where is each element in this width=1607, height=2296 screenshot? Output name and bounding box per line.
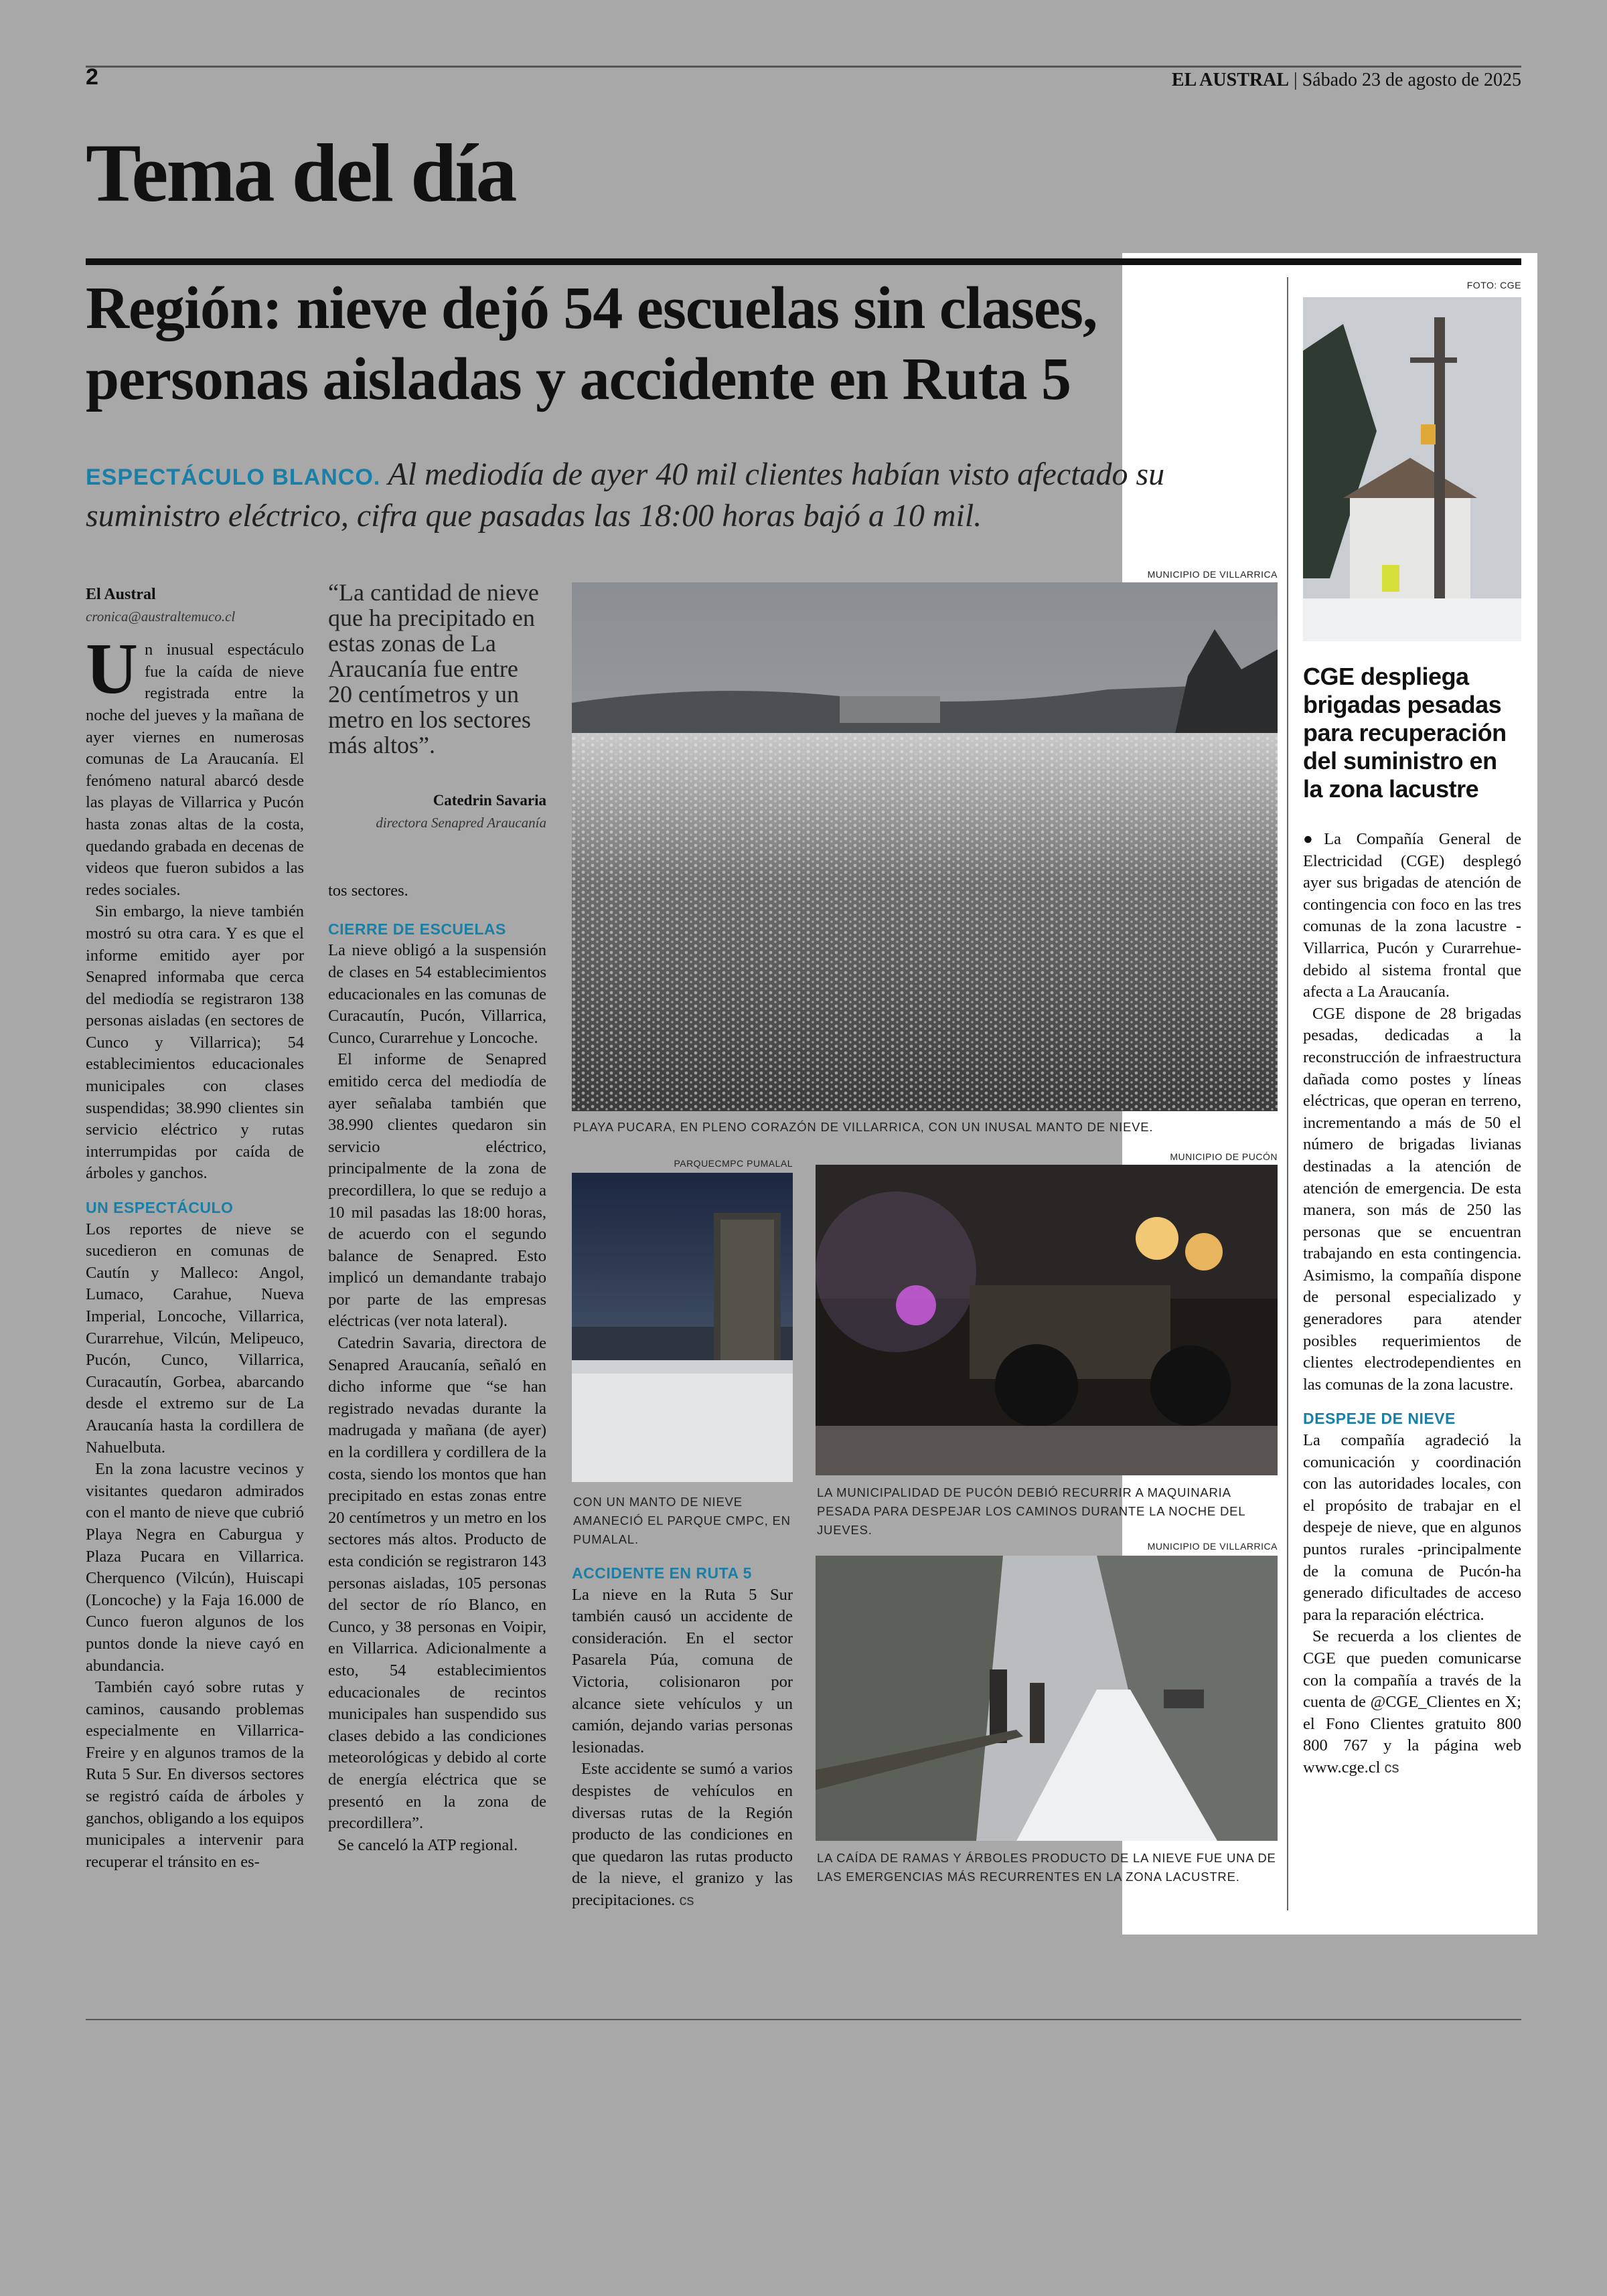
sidebar-title: CGE despliega brigadas pesadas para recuperación del suministro en la zona lacustre: [1303, 663, 1507, 803]
photo-credit: MUNICIPIO DE VILLARRICA: [1147, 1541, 1278, 1552]
photo-credit: FOTO: CGE: [1466, 280, 1521, 291]
drop-cap: U: [86, 629, 138, 710]
photo-parque-cmpc: [572, 1173, 793, 1482]
paragraph: Este accidente se sumó a varios despistes de vehículos en diversas rutas de la Región producto de las condiciones en que quedaron las rutas producto de la nieve, el granizo y las precipitaciones. cs: [572, 1760, 793, 1909]
paragraph: La nieve en la Ruta 5 Sur también causó un accidente de consideración. En el sector Pasarela Púa, comuna de Victoria, colisionaron por alcance siete vehículos y un camión, dejando varias personas lesionadas.: [572, 1585, 793, 1756]
paragraph: En la zona lacustre vecinos y visitantes quedaron admirados con el manto de nieve que cubrió Playa Negra en Caburgua y Plaza Pucara en Villarrica. Cherquenco (Vilcún), Huiscapi (Loncoche) y la Faja 16.000 de Cunco fueron algunos de los puntos donde la nieve cayó en abundancia.: [86, 1460, 304, 1675]
sidebar-divider: [1287, 277, 1288, 1910]
photo-cge-brigada: [1303, 297, 1521, 641]
paragraph: También cayó sobre rutas y caminos, causando problemas especialmente en Villarrica-Freire y en algunos tramos de la Ruta 5 Sur. En diversos sectores se registró caída de árboles y ganchos, obligando a los equipos municipales a intervenir para recuperar el tránsito en es-: [86, 1678, 304, 1871]
photo-credit: MUNICIPIO DE PUCÓN: [1170, 1151, 1278, 1162]
article-column-1: [86, 584, 304, 1873]
deck-text: Al mediodía de ayer 40 mil clientes habían visto afectado su suministro eléctrico, cifra que pasadas las 18:00 horas bajó a 10 mil.: [86, 457, 1165, 534]
photo-caption: PLAYA PUCARA, EN PLENO CORAZÓN DE VILLARRICA, CON UN INUSAL MANTO DE NIEVE.: [573, 1120, 1154, 1134]
photo-playa-pucara: [572, 582, 1278, 1111]
headline-line-1: Región: nieve dejó 54 escuelas sin clases,: [86, 275, 1097, 341]
quote-author: Catedrin Savaria: [433, 792, 546, 809]
article-column-2: [328, 580, 546, 1856]
subhead-despeje-nieve: DESPEJE DE NIEVE: [1303, 1410, 1456, 1428]
section-title: Tema del día: [86, 127, 516, 219]
photo-caption: LA MUNICIPALIDAD DE PUCÓN DEBIÓ RECURRIR A MAQUINARIA PESADA PARA DESPEJAR LOS CAMINOS DURANTE LA NOCHE DEL JUEVES.: [817, 1485, 1245, 1537]
snowplow-image: [816, 1165, 1278, 1475]
paragraph: Se canceló la ATP regional.: [337, 1835, 518, 1854]
end-mark: cs: [679, 1891, 694, 1908]
kicker: ESPECTÁCULO BLANCO.: [86, 465, 381, 490]
deck: [86, 455, 1291, 536]
paragraph: Se recuerda a los clientes de CGE que pueden comunicarse con la compañía a través de la cuenta de @CGE_Clientes en X; el Fono Clientes gratuito 800 800 767 y la página web www.cge.cl cs: [1303, 1627, 1521, 1777]
paragraph: tos sectores.: [328, 882, 408, 900]
snow-lake-image: [572, 582, 1278, 1111]
paragraph: La nieve obligó a la suspensión de clases en 54 establecimientos educacionales en las comunas de Curacautín, Pucón, Villarrica, Cunco, Curarrehue y Loncoche.: [328, 941, 546, 1047]
paragraph: La compañía agradeció la comunicación y coordinación con las autoridades locales, con el propósito de trabajar en el despeje de nieve, que en algunos puntos rurales -principalmente de la comuna de Pucón-ha generado dificultades de acceso para la reparación eléctrica.: [1303, 1431, 1521, 1624]
photo-credit: MUNICIPIO DE VILLARRICA: [1147, 569, 1278, 580]
sidebar-body: [1303, 829, 1521, 1779]
headline-rule: [86, 258, 1521, 265]
article-column-3: [572, 1562, 793, 1912]
paragraph: Un inusual espectáculo fue la caída de nieve registrada entre la noche del jueves y la mañana de ayer viernes en numerosas comunas de La Araucanía. El fenómeno natural abarcó desde las playas de Villarrica y Pucón hasta zonas altas de la costa, quedando grabada en decenas de videos que fueron subidos a las redes sociales.: [86, 629, 304, 899]
page-number: 2: [86, 64, 98, 90]
paragraph: Catedrin Savaria, directora de Senapred Araucanía, señaló en dicho informe que “se han registrado nevadas durante la madrugada y mañana (de ayer) en la cordillera y cordillera de la costa, siendo los montos que han precipitado en estas zonas entre 20 centímetros y un metro en los sectores más altos. Producto de esta condición se registraron 143 personas aisladas, 105 personas del sector de río Blanco, en Cunco, y 38 personas en Voipir, en Villarrica. Adicionalmente a esto, 54 establecimientos educacionales de recintos municipales han suspendido sus clases debido a las condiciones meteorológicas y debido al corte de energía eléctrica que se presentó en la zona de precordillera”.: [328, 1334, 546, 1833]
headline-line-2: personas aisladas y accidente en Ruta 5: [86, 346, 1071, 412]
headline: [86, 273, 1291, 415]
paragraph: El informe de Senapred emitido cerca del mediodía de ayer señalaba también que 38.990 clientes quedaron sin servicio eléctrico, principalmente de la zona de precordillera, lo que se redujo a 10 mil pasadas las 18:00 horas, de acuerdo con el segundo balance de Senapred. Esto implicó un demandante trabajo por parte de las empresas eléctricas (ver nota lateral).: [328, 1050, 546, 1331]
masthead: EL AUSTRAL | Sábado 23 de agosto de 2025: [1171, 70, 1521, 90]
paragraph: CGE dispone de 28 brigadas pesadas, dedicadas a la reconstrucción de infraestructura dañada como postes y líneas eléctricas, que operan en terreno, incrementando a más de 50 el número de brigadas livianas destinadas a la atención de atención de emergencia. De esta manera, son más de 250 las personas que se encuentran trabajando en esta contingencia. Asimismo, la compañía dispone de personal especializado y generadores para atender posibles requerimientos de clientes electrodependientes en las comunas de la zona lacustre.: [1303, 1004, 1521, 1394]
bullet-icon: ●: [1303, 830, 1324, 848]
subhead-un-espectaculo: UN ESPECTÁCULO: [86, 1199, 234, 1217]
photo-credit: PARQUECMPC PUMALAL: [674, 1158, 793, 1169]
photo-caption: LA CAÍDA DE RAMAS Y ÁRBOLES PRODUCTO DE LA NIEVE FUE UNA DE LAS EMERGENCIAS MÁS RECURRENTES EN LA ZONA LACUSTRE.: [817, 1851, 1276, 1884]
quote-author-role: directora Senapred Araucanía: [376, 814, 546, 831]
paragraph: ●La Compañía General de Electricidad (CGE) desplegó ayer sus brigadas de atención de contingencia con foco en las tres comunas de la zona lacustre -Villarrica, Pucón y Curarrehue- debido al sistema frontal que afecta a La Araucanía.: [1303, 830, 1521, 1001]
author-email[interactable]: cronica@australtemuco.cl: [86, 608, 236, 625]
fallen-trees-image: [816, 1556, 1278, 1841]
photo-maquinaria-pucon: [816, 1165, 1278, 1475]
byline: El Austral: [86, 586, 156, 603]
pull-quote: “La cantidad de nieve que ha precipitado en estas zonas de La Araucanía fue entre 20 centímetros y un metro en los sectores más altos”.: [328, 579, 539, 758]
end-mark: cs: [1384, 1758, 1399, 1776]
paragraph: Sin embargo, la nieve también mostró su otra cara. Y es que el informe emitido ayer por Senapred informaba que cerca del mediodía se registraron 138 personas aisladas (en sectores de Cunco y Villarrica); 54 establecimientos educacionales municipales con clases suspendidas; 38.990 clientes sin servicio eléctrico y rutas interrumpidas por caída de árboles y ganchos.: [86, 902, 304, 1183]
publication-name: EL AUSTRAL: [1171, 70, 1289, 90]
paragraph: Los reportes de nieve se sucedieron en comunas de Cautín y Malleco: Angol, Lumaco, Carahue, Nueva Imperial, Loncoche, Villarrica, Curarrehue, Vilcún, Melipeuco, Pucón, Cunco, Villarrica, Curacautín, Gorbea, abarcando desde el extremo sur de La Araucanía hasta la cordillera de Nahuelbuta.: [86, 1220, 304, 1457]
utility-pole-image: [1303, 297, 1521, 641]
subhead-cierre-escuelas: CIERRE DE ESCUELAS: [328, 920, 506, 938]
issue-date: Sábado 23 de agosto de 2025: [1302, 70, 1521, 90]
bottom-rule: [86, 2019, 1521, 2020]
tower-image: [572, 1173, 793, 1482]
top-rule: [86, 66, 1521, 68]
photo-arboles-caidos: [816, 1556, 1278, 1841]
subhead-accidente-ruta-5: ACCIDENTE EN RUTA 5: [572, 1564, 752, 1582]
photo-caption: CON UN MANTO DE NIEVE AMANECIÓ EL PARQUE CMPC, EN PUMALAL.: [573, 1495, 791, 1546]
